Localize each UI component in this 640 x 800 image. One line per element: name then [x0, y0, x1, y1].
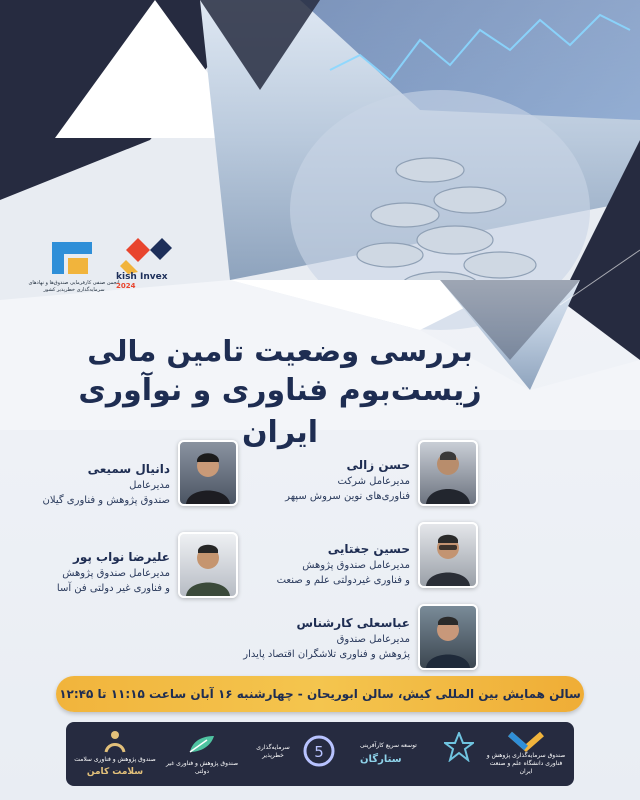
sponsor-gheir-dolati: [162, 730, 242, 778]
sponsor-tagline: صندوق پژوهش و فناوری سلامت: [74, 756, 156, 763]
person-silhouette-icon: [420, 524, 476, 586]
sponsor-circle-logo-icon: [302, 734, 336, 768]
sponsor-name: سلامت کامن: [86, 767, 144, 777]
sponsor-name: ستارگان: [360, 754, 402, 765]
speaker-role-line-1: مدیرعامل صندوق پژوهش: [62, 568, 170, 579]
sponsor-vc: [246, 730, 346, 778]
title-line-2: زیست‌بوم فناوری و نوآوری ایران: [78, 373, 482, 450]
sponsor-leaf-logo-icon: [187, 732, 217, 756]
speaker-photo-alireza-navvabpour: [178, 532, 238, 598]
sponsor-label: صندوق سرمایه‌گذاری پژوهش و فناوری دانشگاه علم و صنعت ایران: [486, 752, 566, 775]
speaker-role-line-2: صندوق پژوهش و فناوری گیلان: [42, 495, 170, 506]
star-logo-icon: [444, 732, 474, 762]
speaker-hasan-zali: [230, 456, 410, 504]
sponsor-tagline: توسعه سریع کارآفرینی: [360, 742, 417, 749]
speaker-danial-samiei: [20, 460, 170, 508]
speaker-name: دانیال سمیعی: [87, 462, 170, 476]
poster-title: [40, 332, 520, 454]
speaker-role-line-2: و فناوری غیردولتی علم و صنعت: [276, 575, 410, 586]
speaker-role-line-1: مدیرعامل شرکت: [337, 476, 410, 487]
speaker-name: عباسعلی کارشناس: [296, 616, 410, 630]
speaker-role-line-2: فناوری‌های نوین سروش سپهر: [285, 491, 410, 502]
event-info-text: سالن همایش بین المللی کیش، سالن ابوریحان - چهارشنبه ۱۶ آبان ساعت ۱۱:۱۵ تا ۱۲:۴۵: [59, 687, 581, 701]
speaker-photo-danial-samiei: [178, 440, 238, 506]
kish-invex-label: kish Invex: [116, 272, 168, 282]
kish-invex-mark: [116, 236, 176, 276]
speaker-photo-hosein-joghtaei: [418, 522, 478, 588]
sponsor-figure-logo-icon: [102, 730, 128, 754]
sponsor-chevron-logo-icon: [506, 730, 546, 754]
speaker-role-line-1: مدیرعامل صندوق: [336, 634, 410, 645]
speaker-role-line-2: پژوهش و فناوری تلاشگران اقتصاد پایدار: [243, 649, 410, 660]
speaker-alireza-navvabpour: [20, 548, 170, 596]
speaker-role-line-1: مدیرعامل: [129, 480, 170, 491]
speaker-name: حسین جغتایی: [327, 542, 410, 556]
speaker-name: علیرضا نواب پور: [72, 550, 170, 564]
kish-invex-wordmark: [116, 273, 180, 291]
person-silhouette-icon: [420, 442, 476, 504]
person-silhouette-icon: [180, 534, 236, 596]
event-info-bar: [56, 676, 584, 712]
sponsor-sanat-iust: [486, 730, 566, 778]
speaker-photo-abbasali-karshenas: [418, 604, 478, 670]
person-silhouette-icon: [420, 606, 476, 668]
person-silhouette-icon: [180, 442, 236, 504]
association-logo-caption: انجمن صنفی کارفرمایی صندوق‌ها و نهادهای سرمایه‌گذاری خطرپذیر کشور: [28, 280, 120, 293]
sponsor-label: صندوق پژوهش و فناوری غیر دولتی: [165, 760, 239, 775]
speaker-photo-hasan-zali: [418, 440, 478, 506]
svg-text:5: 5: [314, 743, 324, 761]
association-logo-mark: [48, 238, 96, 278]
association-logo: [28, 238, 118, 302]
speaker-abbasali-karshenas: [200, 614, 410, 662]
sponsor-salamat-kamen: [72, 730, 158, 778]
kish-invex-logo: [110, 236, 180, 296]
title-line-1: بررسی وضعیت تامین مالی: [87, 334, 473, 368]
speaker-hosein-joghtaei: [230, 540, 410, 588]
speaker-name: حسن زالی: [346, 458, 410, 472]
speaker-role-line-2: و فناوری غیر دولتی فن آسا: [56, 583, 170, 594]
kish-invex-year: 2024: [116, 282, 136, 290]
sponsor-setaregan: [356, 730, 476, 778]
sponsor-label: سرمایه‌گذاری خطرپذیر: [256, 744, 290, 759]
speaker-role-line-1: مدیرعامل صندوق پژوهش: [302, 560, 410, 571]
sponsor-bar: [66, 722, 574, 786]
